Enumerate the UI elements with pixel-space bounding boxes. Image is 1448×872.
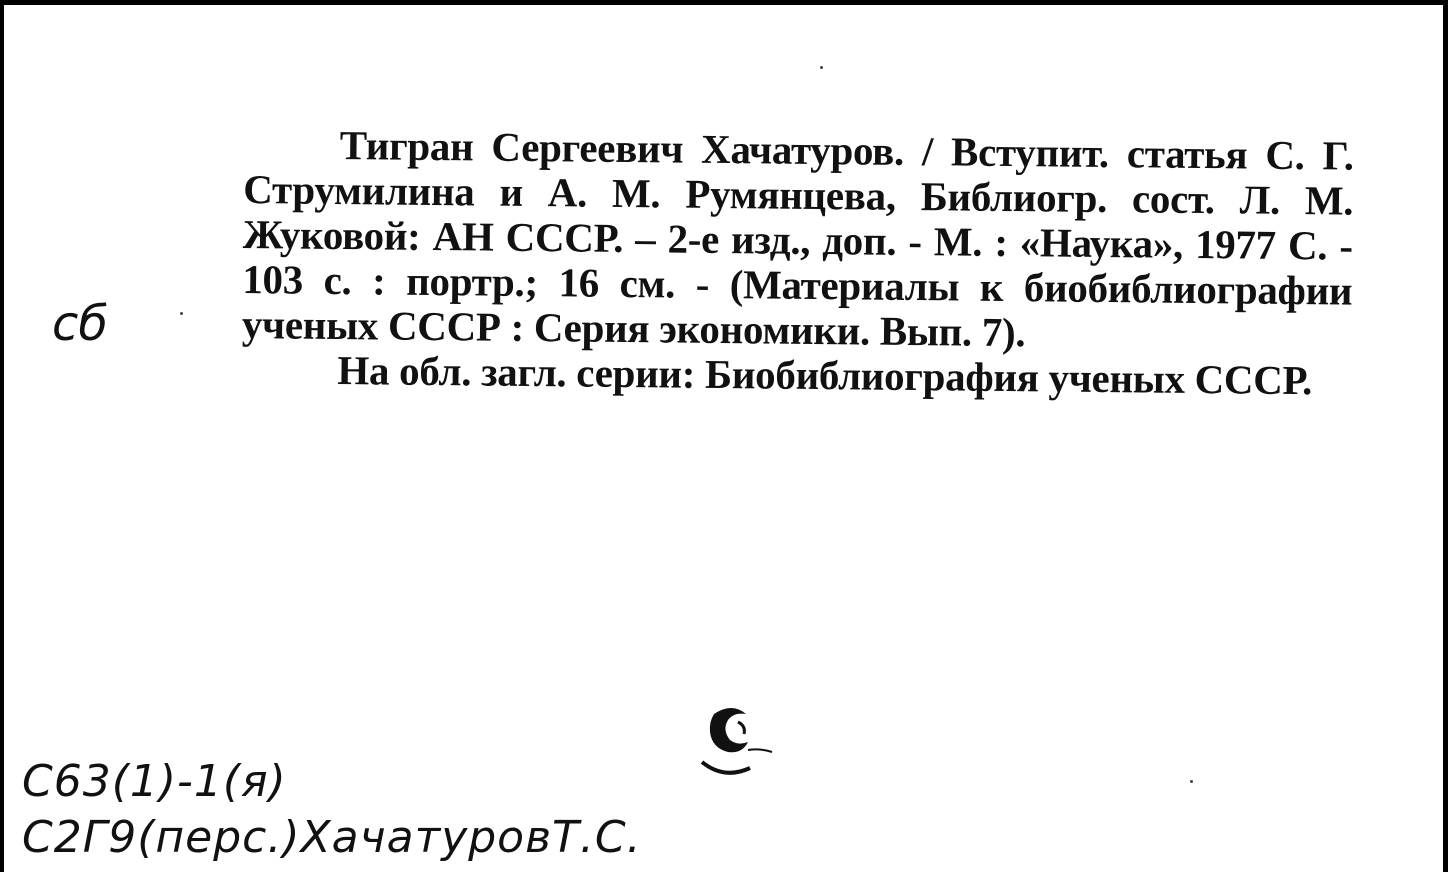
series-note-paragraph: На обл. загл. серии: Биобиблиография ученых СССР. (337, 346, 1313, 404)
bibliographic-description (241, 122, 1354, 404)
paper-speck (180, 312, 183, 315)
card-right-edge (1443, 0, 1448, 872)
card-left-edge (0, 0, 4, 872)
handwritten-classification-code-2: С2Г9(перс.)ХачатуровТ.С. (22, 812, 642, 863)
paper-speck (1190, 780, 1193, 783)
library-stamp-icon (694, 702, 776, 782)
paper-speck (820, 66, 823, 69)
description-paragraph: Тигран Сергеевич Хачатуров. / Вступит. статья С. Г. Струмилина и А. М. Румянцева, Библиогр. сост. Л. М. Жуковой: АН СССР. – 2-е изд., доп. - М. : «Наука», 1977 С. - 103 с. : портр.; 16 см. - (Материалы к биобиблиографии ученых СССР : Серия экономики. Вып. 7). (241, 122, 1354, 356)
card-top-edge (0, 0, 1448, 5)
handwritten-margin-mark: сб (52, 296, 108, 352)
handwritten-classification-code-1: С63(1)-1(я) (22, 756, 287, 807)
